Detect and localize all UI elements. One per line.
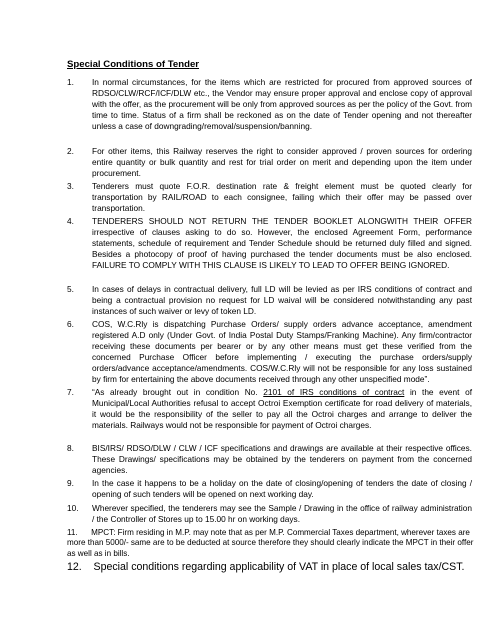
item-number: 4. xyxy=(67,216,74,226)
item-number: 10. xyxy=(67,503,79,513)
item-number: 6. xyxy=(67,319,74,329)
condition-item-7 xyxy=(67,387,472,431)
condition-item-8 xyxy=(67,443,472,476)
condition-item-5 xyxy=(67,284,472,317)
item-number: 3. xyxy=(67,181,74,191)
item-text: MPCT: Firm residing in M.P. may note that as per M.P. Commercial Taxes department, wherever taxes are more than 5000/- same are to be deducted at source therefore they should clearly indicate the MPCT in their offer as well as in bills. xyxy=(67,528,474,558)
item-text: TENDERERS SHOULD NOT RETURN THE TENDER BOOKLET ALONGWITH THEIR OFFER irrespective of clauses asking to do so. However, the enclosed Agreement Form, performance statements, schedule of requirement and Tender Schedule should be returned duly filled and signed. Besides a photocopy of proof of having purchased the tender documents must be also enclosed. FAILURE TO COMPLY WITH THIS CLAUSE IS LIKELY TO LEAD TO OFFER BEING IGNORED. xyxy=(92,216,472,271)
condition-item-1 xyxy=(67,77,472,132)
item-text: Wherever specified, the tenderers may see the Sample / Drawing in the office of railway administration / the Controller of Stores up to 15.00 hr on working days. xyxy=(92,503,472,525)
item-text-part: “As already brought out in condition No. xyxy=(92,387,264,397)
item-number: 12. xyxy=(67,561,82,573)
condition-item-12 xyxy=(67,561,477,574)
condition-item-11 xyxy=(67,528,475,559)
condition-item-9 xyxy=(67,478,472,500)
underlined-reference: 2101 of IRS conditions of contract xyxy=(263,387,405,397)
item-number: 9. xyxy=(67,478,74,488)
condition-item-6 xyxy=(67,319,472,385)
item-text: Special conditions regarding applicability of VAT in place of local sales tax/CST. xyxy=(93,561,465,573)
item-number: 7. xyxy=(67,387,74,397)
document-heading: Special Conditions of Tender xyxy=(67,59,200,70)
item-number: 11. xyxy=(67,528,78,537)
item-text: Tenderers must quote F.O.R. destination rate & freight element must be quoted clearly for transportation by RAIL/ROAD to each consignee, failing which their offer may be passed over transportation. xyxy=(92,181,472,214)
item-text: COS, W.C.Rly is dispatching Purchase Orders/ supply orders advance acceptance, amendment registered A.D only (Under Govt. of India Postal Duty Stamps/Franking Machine). Any firm/contractor receiving these documents per bearer or by any other means must get these verified from the concerned Purchase Officer before implementing / executing the purchase orders/supply orders/advance acceptance/amendments. COS/W.C.Rly will not be responsible for any loss sustained by firm for entertaining the above documents received through any other unspecified mode”. xyxy=(92,319,472,385)
item-number: 2. xyxy=(67,146,74,156)
item-text xyxy=(92,387,472,431)
condition-item-2 xyxy=(67,146,472,179)
condition-item-4 xyxy=(67,216,472,271)
item-text: In the case it happens to be a holiday on the date of closing/opening of tenders the date of closing / opening of such tenders will be opened on next working day. xyxy=(92,478,472,500)
item-text: In cases of delays in contractual delivery, full LD will be levied as per IRS conditions of contract and being a contractual provision no request for LD waival will be considered notwithstanding any past instances of such waiver or levy of token LD. xyxy=(92,284,472,317)
item-number: 8. xyxy=(67,443,74,453)
item-text: In normal circumstances, for the items which are restricted for procured from approved sources of RDSO/CLW/RCF/ICF/DLW etc., the Vendor may ensure proper approval and enclose copy of approval with the offer, as the procurement will be only from approved sources as per the policy of the Govt. from time to time. Status of a firm shall be reckoned as on the date of Tender opening and not thereafter unless a case of downgrading/removal/suspension/banning. xyxy=(92,77,472,132)
item-number: 1. xyxy=(67,77,74,87)
item-text: For other items, this Railway reserves the right to consider approved / proven sources for ordering entire quantity or bulk quantity and rest for trial order on merit and depending upon the item under procurement. xyxy=(92,146,472,179)
condition-item-3 xyxy=(67,181,472,214)
item-number: 5. xyxy=(67,284,74,294)
condition-item-10 xyxy=(67,503,472,525)
item-text: BIS/IRS/ RDSO/DLW / CLW / ICF specifications and drawings are available at their respective offices. These Drawings/ specifications may be obtained by the tenderers on payment from the concerned agencies. xyxy=(92,443,472,476)
item-text-part: in the event of Municipal/Local Authorities refusal to accept Octroi Exemption certificate for road delivery of materials, it would be the responsibility of the seller to pay all the Octroi charges and arrange to deliver the materials. Railways would not be responsible for payment of Octroi charges. xyxy=(92,387,472,431)
